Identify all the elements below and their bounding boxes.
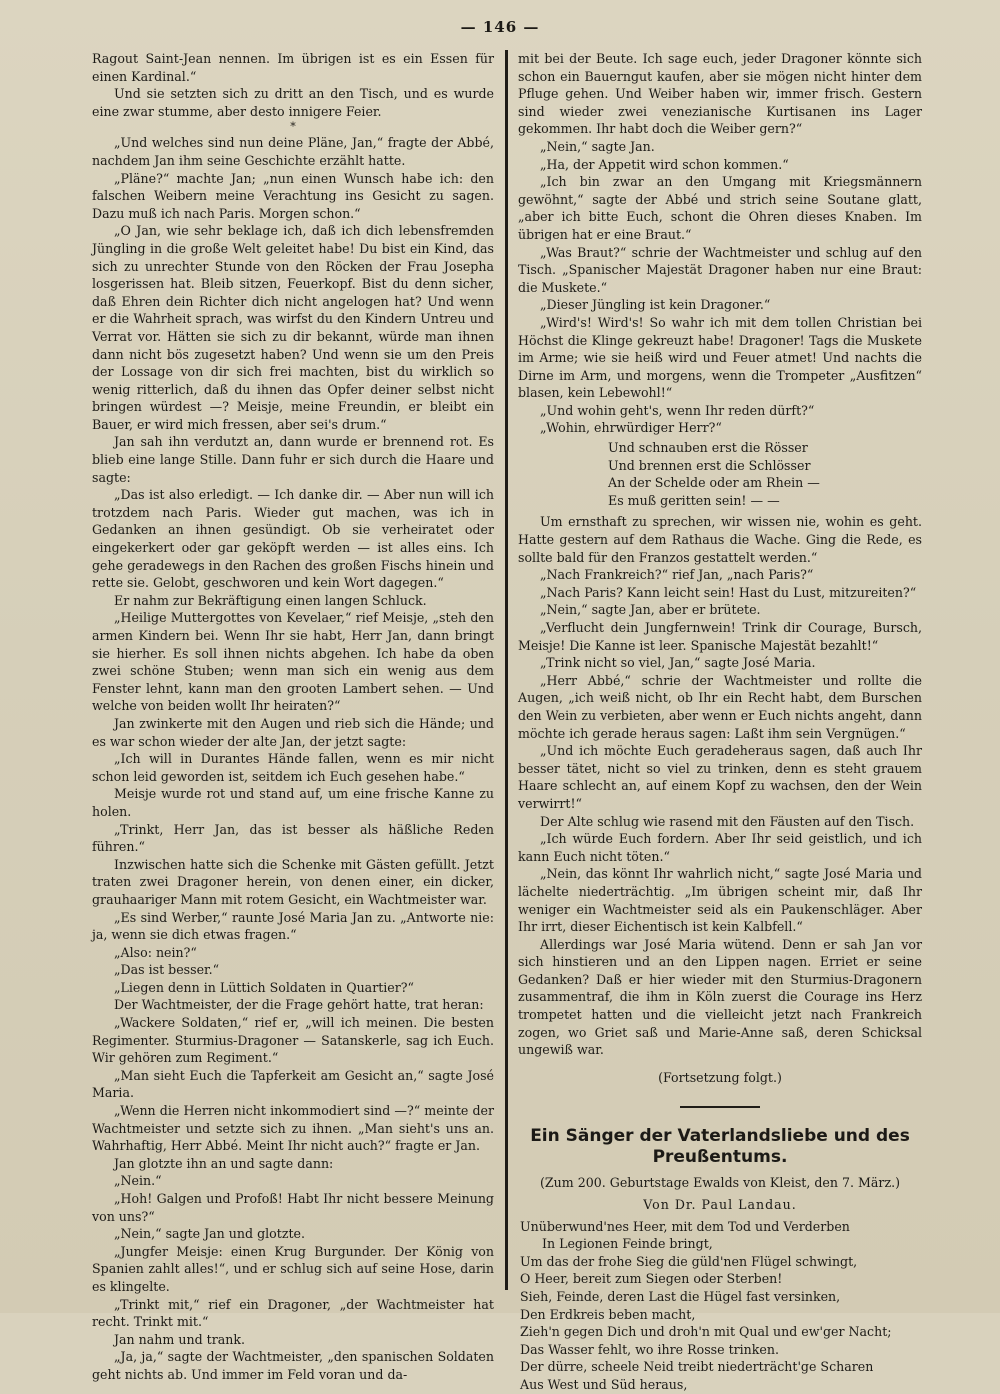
poem-line: Das Wasser fehlt, wo ihre Rosse trinken. xyxy=(520,1341,779,1357)
paragraph: „Trinkt, Herr Jan, das ist besser als häßliche Reden führen.“ xyxy=(92,821,494,855)
paragraph: „Und welches sind nun deine Pläne, Jan,“ fragte der Abbé, nachdem Jan ihm seine Geschichte erzählt hatte. xyxy=(92,135,494,168)
poem-line: Den Erdkreis beben macht, xyxy=(520,1306,696,1322)
paragraph: „Man sieht Euch die Tapferkeit am Gesicht an,“ sagte José Maria. xyxy=(92,1067,494,1101)
column-divider xyxy=(505,50,508,1290)
paragraph: „Ha, der Appetit wird schon kommen.“ xyxy=(540,156,789,172)
left-column xyxy=(92,50,494,1384)
poem-line: Zieh'n gegen Dich und droh'n mit Qual und ew'ger Nacht; xyxy=(520,1324,892,1340)
verse-line: Es muß geritten sein! — — xyxy=(608,492,780,508)
paragraph: Der Alte schlug wie rasend mit den Fäusten auf den Tisch. xyxy=(540,813,915,829)
paragraph: Um ernsthaft zu sprechen, wir wissen nie, wohin es geht. Hatte gestern auf dem Rathaus die Wache. Ging die Rede, es sollte bald für den Franzos gestattelt werden.“ xyxy=(518,514,922,565)
poem-line: In Legionen Feinde bringt, xyxy=(542,1236,713,1252)
paragraph: „Ich bin zwar an den Umgang mit Kriegsmännern gewöhnt,“ sagte der Abbé und strich seine Soutane glatt, „aber ich bitte Euch, schont die Ohren dieses Knaben. Im übrigen hat er eine Braut.“ xyxy=(518,174,922,242)
right-column xyxy=(518,50,922,1394)
continuation-note: (Fortsetzung folgt.) xyxy=(658,1069,782,1085)
paragraph: Jan nahm und trank. xyxy=(114,1331,245,1347)
poem-line: Sieh, Feinde, deren Last die Hügel fast versinken, xyxy=(520,1289,841,1304)
paragraph: „Wenn die Herren nicht inkommodiert sind —?“ meinte der Wachtmeister und setzte sich zu ihnen. „Man sieht's uns an. Wahrhaftig, Herr Abbé. Meint Ihr nicht auch?“ fragte er Jan. xyxy=(92,1103,494,1154)
paragraph: „Nein,“ sagte Jan. xyxy=(540,138,655,154)
paragraph: „Das ist besser.“ xyxy=(114,962,220,978)
paragraph: „Nein.“ xyxy=(114,1173,162,1189)
paragraph: „Nach Paris? Kann leicht sein! Hast du Lust, mitzureiten?“ xyxy=(540,584,917,600)
paragraph: „Und ich möchte Euch geradeheraus sagen, daß auch Ihr besser tätet, nicht so viel zu trinken, denn es steht grauem Haare schlecht an, auf einem Kopf zu wachsen, den der Wein verwirrt!“ xyxy=(518,743,922,811)
paragraph: „Also: nein?“ xyxy=(114,944,197,960)
paragraph: „Wird's! Wird's! So wahr ich mit dem tollen Christian bei Höchst die Klinge gekreuzt habe! Dragoner! Tags die Muskete im Arme; wie sie heiß wird und Feuer atmet! Und nachts die Dirne im Arm, und morgens, wenn die Trompeter „Ausfitzen“ blasen, kein Lebewohl!“ xyxy=(518,314,922,401)
paragraph: „Verflucht dein Jungfernwein! Trink dir Courage, Bursch, Meisje! Die Kanne ist leer. Spanische Majestät bezahlt!“ xyxy=(518,620,922,653)
paragraph: „Pläne?“ machte Jan; „nun einen Wunsch habe ich: den falschen Weibern meine Verachtung ins Gesicht zu sagen. Dazu muß ich nach Paris. Morgen schon.“ xyxy=(92,170,494,221)
paragraph: Ragout Saint-Jean nennen. Im übrigen ist es ein Essen für einen Kardinal.“ xyxy=(92,51,494,84)
paragraph: „O Jan, wie sehr beklage ich, daß ich dich lebensfremden Jüngling in die große Welt geleitet habe! Du bist ein Kind, das sich zu unrechter Stunde von den Röcken der Frau Josepha losgerissen hat. Bleib sitzen, Feuerkopf. Bist du denn sicher, daß Ehren dein Richter dich nicht angelogen hat? Und wenn er die Wahrheit sprach, was wirfst du den Kindern Untreu und Verrat vor. Hätten sie sich zu dir bekannt, würde man ihnen dann nicht bös zugesetzt haben? Und wenn sie um den Preis der Lossage von dir sich frei machten, bist du wirklich so wenig ritterlich, daß du ihnen das Opfer deiner selbst nicht bringen würdest —? Meisje, meine Freundin, er bleibt ein Bauer, er wird mich fressen, aber sei's drum.“ xyxy=(92,223,494,432)
paragraph: „Was Braut?“ schrie der Wachtmeister und schlug auf den Tisch. „Spanischer Majestät Dragoner haben nur eine Braut: die Muskete.“ xyxy=(518,244,922,295)
section-separator: * xyxy=(290,120,296,134)
paragraph: „Ja, ja,“ sagte der Wachtmeister, „den spanischen Soldaten geht nichts ab. Und immer im Feld voran und da- xyxy=(92,1349,494,1382)
song-verse xyxy=(608,439,922,509)
paragraph: „Trinkt mit,“ rief ein Dragoner, „der Wachtmeister hat recht. Trinkt mit.“ xyxy=(92,1296,494,1330)
paragraph: „Herr Abbé,“ schrie der Wachtmeister und rollte die Augen, „ich weiß nicht, ob Ihr ein Recht habt, dem Burschen den Wein zu verbieten, aber wenn er Euch nichts angeht, dann möchte ich gerade heraus sagen: Laßt ihm sein Vergnügen.“ xyxy=(518,672,922,741)
poem-line: Aus West und Süd heraus, xyxy=(520,1376,688,1392)
paragraph: Jan sah ihn verdutzt an, dann wurde er brennend rot. Es blieb eine lange Stille. Dann fuhr er sich durch die Haare und sagte: xyxy=(92,434,494,485)
paragraph: mit bei der Beute. Ich sage euch, jeder Dragoner könnte sich schon ein Bauerngut kaufen, aber sie mögen nicht hinter dem Pfluge gehen. Und Weiber haben wir, immer frisch. Gestern sind wieder zwei venezianische Kurtisanen ins Lager gekommen. Ihr habt doch die Weiber gern?“ xyxy=(518,51,922,137)
article-poem xyxy=(520,1218,922,1394)
poem-line: O Heer, bereit zum Siegen oder Sterben! xyxy=(520,1271,783,1287)
article-subtitle: (Zum 200. Geburtstage Ewalds von Kleist, den 7. März.) xyxy=(540,1175,900,1191)
paragraph: „Liegen denn in Lüttich Soldaten in Quartier?“ xyxy=(114,979,414,995)
article-title: Ein Sänger der Vaterlandsliebe und des Preußentums. xyxy=(530,1126,910,1168)
paragraph: „Heilige Muttergottes von Kevelaer,“ rief Meisje, „steh den armen Kindern bei. Wenn Ihr sie habt, Herr Jan, dann bringt sie hierher. Es soll ihnen nichts abgehen. Ich habe da oben zwei schöne Stuben; wenn man sich ein wenig aus dem Fenster lehnt, kann man den grooten Lambert sehen. — Und welche von beiden wollt Ihr heiraten?“ xyxy=(92,610,494,714)
verse-line: Und schnauben erst die Rösser xyxy=(608,440,808,456)
paragraph: „Trink nicht so viel, Jan,“ sagte José Maria. xyxy=(540,655,816,671)
paragraph: Und sie setzten sich zu dritt an den Tisch, und es wurde eine zwar stumme, aber desto innigere Feier. xyxy=(92,86,494,119)
article-author: Von Dr. Paul Landau. xyxy=(643,1197,797,1213)
paragraph: „Wohin, ehrwürdiger Herr?“ xyxy=(540,420,722,436)
paragraph: Er nahm zur Bekräftigung einen langen Schluck. xyxy=(114,592,427,608)
paragraph: „Ich würde Euch fordern. Aber Ihr seid geistlich, und ich kann Euch nicht töten.“ xyxy=(518,831,922,864)
verse-line: An der Schelde oder am Rhein — xyxy=(608,475,820,491)
paragraph: Allerdings war José Maria wütend. Denn er sah Jan vor sich hinstieren und an den Lippen nagen. Erriet er seine Gedanken? Daß er hier wieder mit den Sturmius-Dragonern zusammentraf, die ihm in Köln zuerst die Courage ins Herz trompetet hatten und die vielleicht jetzt nach Frankreich zogen, wo Griet saß und Marie-Anne saß, deren Schicksal ungewiß war. xyxy=(518,936,922,1058)
paragraph: „Nach Frankreich?“ rief Jan, „nach Paris?“ xyxy=(540,567,814,583)
article-separator xyxy=(680,1106,760,1108)
page-number: — 146 — xyxy=(460,18,540,36)
paragraph: „Nein,“ sagte Jan, aber er brütete. xyxy=(540,602,761,618)
paragraph: „Dieser Jüngling ist kein Dragoner.“ xyxy=(540,297,771,313)
paragraph: „Hoh! Galgen und Profoß! Habt Ihr nicht bessere Meinung von uns?“ xyxy=(92,1191,494,1224)
paragraph: „Es sind Werber,“ raunte José Maria Jan zu. „Antworte nie: ja, wenn sie dich etwas fragen.“ xyxy=(92,909,494,943)
paragraph: Meisje wurde rot und stand auf, um eine frische Kanne zu holen. xyxy=(92,786,494,819)
paragraph: „Und wohin geht's, wenn Ihr reden dürft?“ xyxy=(540,402,815,418)
paragraph: „Nein, das könnt Ihr wahrlich nicht,“ sagte José Maria und lächelte niederträchtig. „Im übrigen scheint mir, daß Ihr weniger ein Wachtmeister seid als ein Paukenschläger. Aber Ihr irrt, dieser Eichentisch ist kein Kalbfell.“ xyxy=(518,866,922,935)
paragraph: „Jungfer Meisje: einen Krug Burgunder. Der König von Spanien zahlt alles!“, und er schlug sich auf seine Hose, darin es klingelte. xyxy=(92,1243,494,1294)
poem-line: Unüberwund'nes Heer, mit dem Tod und Verderben xyxy=(520,1218,850,1234)
paragraph: „Ich will in Durantes Hände fallen, wenn es mir nicht schon leid geworden ist, seitdem ich Euch gesehen habe.“ xyxy=(92,751,494,784)
paragraph: Inzwischen hatte sich die Schenke mit Gästen gefüllt. Jetzt traten zwei Dragoner herein, von denen einer, ein dicker, grauhaariger Mann mit rotem Gesicht, ein Wachtmeister war. xyxy=(92,856,494,907)
paragraph: Jan zwinkerte mit den Augen und rieb sich die Hände; und es war schon wieder der alte Jan, der jetzt sagte: xyxy=(92,715,494,749)
paragraph: „Das ist also erledigt. — Ich danke dir. — Aber nun will ich trotzdem nach Paris. Wieder gut machen, was ich in Gedanken an ihnen gesündigt. Ob sie verheiratet oder eingekerkert oder gar geköpft werden — ist alles eins. Ich gehe geradewegs in den Rachen des großen Fischs hinein und rette sie. Gelobt, geschworen und kein Wort dagegen.“ xyxy=(92,487,494,591)
paragraph: „Wackere Soldaten,“ rief er, „will ich meinen. Die besten Regimenter. Sturmius-Dragoner — Satanskerle, sag ich Euch. Wir gehören zum Regiment.“ xyxy=(92,1015,494,1066)
paragraph: Jan glotzte ihn an und sagte dann: xyxy=(114,1155,334,1171)
poem-line: Der dürre, scheele Neid treibt niederträcht'ge Scharen xyxy=(520,1359,874,1375)
paragraph: „Nein,“ sagte Jan und glotzte. xyxy=(114,1226,305,1242)
poem-line: Um das der frohe Sieg die güld'nen Flügel schwingt, xyxy=(520,1253,858,1269)
verse-line: Und brennen erst die Schlösser xyxy=(608,457,811,473)
paragraph: Der Wachtmeister, der die Frage gehört hatte, trat heran: xyxy=(114,997,484,1013)
